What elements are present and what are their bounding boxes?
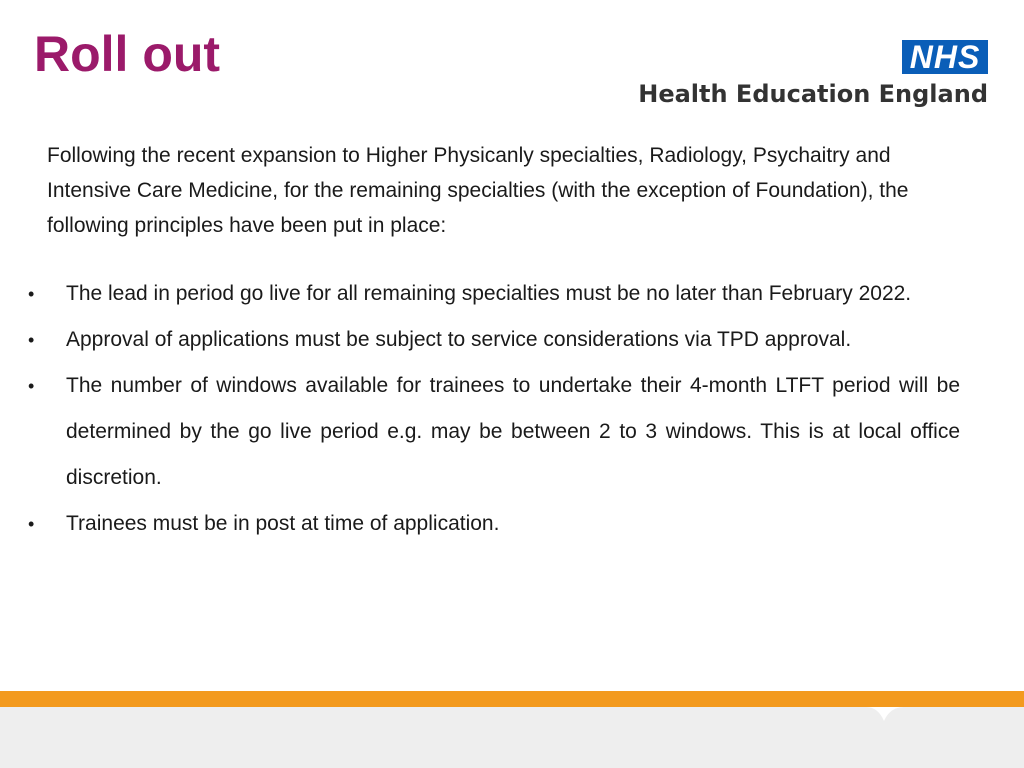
footer-orange-stripe bbox=[0, 691, 1024, 707]
footer-band bbox=[0, 691, 1024, 768]
principles-list bbox=[28, 271, 960, 547]
intro-paragraph: Following the recent expansion to Higher Physicanly specialties, Radiology, Psychaitry and Intensive Care Medicine, for the remaining specialties (with the exception of Foundation), the following principles have been put in place: bbox=[47, 144, 909, 237]
bullet-icon: • bbox=[28, 376, 35, 396]
bullet-icon: • bbox=[28, 514, 35, 534]
footer-decoration bbox=[0, 691, 1024, 768]
list-item-text: Trainees must be in post at time of application. bbox=[66, 512, 500, 535]
list-item-text: Approval of applications must be subject to service considerations via TPD approval. bbox=[66, 328, 852, 351]
bullet-icon: • bbox=[28, 330, 35, 350]
list-item bbox=[28, 317, 960, 363]
list-item bbox=[28, 363, 960, 501]
list-item bbox=[28, 501, 960, 547]
nhs-hee-logo bbox=[638, 40, 988, 110]
bullet-icon: • bbox=[28, 284, 35, 304]
page-title: Roll out bbox=[34, 26, 221, 82]
list-item-text: The lead in period go live for all remaining specialties must be no later than February 2022. bbox=[66, 282, 912, 305]
list-item-text: The number of windows available for trainees to undertake their 4-month LTFT period will be determined by the go live period e.g. may be between 2 to 3 windows. This is at local office discretion. bbox=[66, 374, 960, 489]
footer-grey-panel-left bbox=[0, 707, 884, 768]
list-item bbox=[28, 271, 960, 317]
footer-grey-panel-right bbox=[884, 707, 1024, 768]
nhs-logo-badge: NHS bbox=[902, 40, 988, 74]
organisation-name: Health Education England bbox=[638, 80, 988, 108]
